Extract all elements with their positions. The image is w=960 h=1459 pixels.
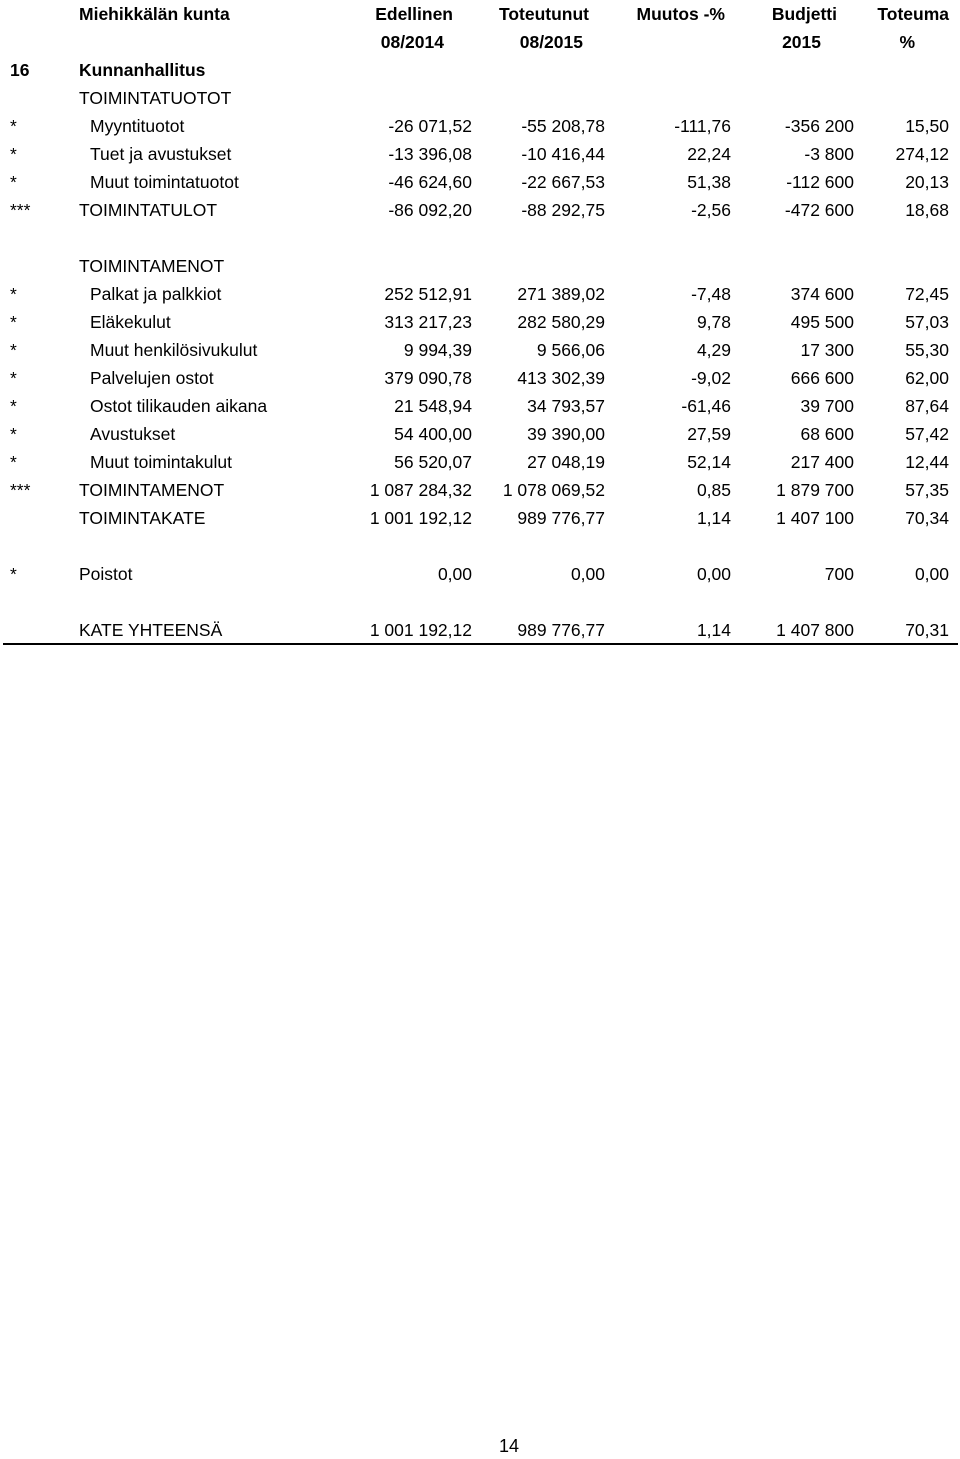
value-pct: 55,30	[905, 340, 949, 360]
header-row-2	[0, 28, 960, 56]
value-prev: 1 001 192,12	[369, 620, 472, 640]
value-prev: 313 217,23	[384, 312, 472, 332]
table-row	[0, 308, 960, 336]
value-change: 27,59	[687, 424, 731, 444]
value-budget: -472 600	[784, 200, 854, 220]
table-row	[0, 392, 960, 420]
table-row	[0, 168, 960, 196]
row-label: Palkat ja palkkiot	[90, 284, 222, 304]
value-change: 51,38	[687, 172, 731, 192]
value-change: 1,14	[696, 508, 731, 528]
value-real: -55 208,78	[521, 116, 605, 136]
value-budget: 1 407 100	[776, 508, 854, 528]
table-row	[0, 476, 960, 504]
value-change: 0,00	[696, 564, 731, 584]
row-mark: *	[10, 172, 17, 192]
value-change: -2,56	[691, 200, 731, 220]
value-prev: 252 512,91	[384, 284, 472, 304]
row-label: TOIMINTATUOTOT	[79, 88, 232, 108]
value-prev: 1 001 192,12	[369, 508, 472, 528]
value-real: -22 667,53	[521, 172, 605, 192]
row-label: TOIMINTATULOT	[79, 200, 218, 220]
value-real: 9 566,06	[536, 340, 605, 360]
table-row	[0, 364, 960, 392]
value-budget: 1 407 800	[776, 620, 854, 640]
value-prev: -26 071,52	[388, 116, 472, 136]
value-change: -61,46	[681, 396, 731, 416]
value-change: 1,14	[696, 620, 731, 640]
table-row	[0, 224, 960, 252]
col-subheader-budget: 2015	[782, 32, 821, 52]
value-pct: 62,00	[905, 368, 949, 388]
row-label: TOIMINTAMENOT	[79, 256, 225, 276]
table-row	[0, 504, 960, 532]
col-subheader-real: 08/2015	[519, 32, 583, 52]
row-label: Myyntituotot	[90, 116, 185, 136]
value-pct: 12,44	[905, 452, 949, 472]
value-prev: 21 548,94	[394, 396, 472, 416]
value-budget: -3 800	[804, 144, 854, 164]
row-mark: *	[10, 452, 17, 472]
value-change: -111,76	[674, 116, 731, 136]
row-label: Avustukset	[90, 424, 176, 444]
section-name: Kunnanhallitus	[79, 60, 206, 80]
col-header-pct: Toteuma	[877, 4, 949, 24]
value-budget: 700	[824, 564, 854, 584]
table-row	[0, 196, 960, 224]
value-change: -9,02	[691, 368, 731, 388]
value-real: 282 580,29	[517, 312, 605, 332]
table-row	[0, 448, 960, 476]
row-label: Muut toimintakulut	[90, 452, 233, 472]
value-change: 9,78	[696, 312, 731, 332]
header-row-1	[0, 0, 960, 28]
value-real: -10 416,44	[521, 144, 605, 164]
row-label: Eläkekulut	[90, 312, 171, 332]
value-real: 27 048,19	[527, 452, 605, 472]
value-pct: 70,31	[905, 620, 949, 640]
col-header-budget: Budjetti	[771, 4, 837, 24]
value-budget: -112 600	[786, 172, 854, 192]
table-row	[0, 588, 960, 616]
value-prev: 0,00	[437, 564, 472, 584]
table-row	[0, 280, 960, 308]
value-prev: 9 994,39	[403, 340, 472, 360]
table-row	[0, 84, 960, 112]
row-mark: *	[10, 424, 17, 444]
value-budget: 1 879 700	[776, 480, 854, 500]
value-budget: 495 500	[790, 312, 854, 332]
value-pct: 57,42	[905, 424, 949, 444]
value-prev: -86 092,20	[388, 200, 472, 220]
section-row	[0, 56, 960, 84]
value-change: -7,48	[691, 284, 731, 304]
value-prev: -46 624,60	[388, 172, 472, 192]
row-label: TOIMINTAKATE	[79, 508, 206, 528]
value-real: 271 389,02	[517, 284, 605, 304]
value-change: 52,14	[687, 452, 731, 472]
value-prev: 1 087 284,32	[369, 480, 472, 500]
value-real: 39 390,00	[527, 424, 605, 444]
col-header-prev: Edellinen	[375, 4, 453, 24]
org-name: Miehikkälän kunta	[79, 4, 230, 24]
value-pct: 20,13	[905, 172, 949, 192]
row-label: Palvelujen ostot	[90, 368, 214, 388]
value-change: 4,29	[696, 340, 731, 360]
value-budget: 374 600	[790, 284, 854, 304]
value-real: 34 793,57	[527, 396, 605, 416]
col-subheader-pct: %	[899, 32, 915, 52]
value-prev: 379 090,78	[384, 368, 472, 388]
page-number: 14	[498, 1436, 520, 1456]
row-mark: *	[10, 116, 17, 136]
value-pct: 57,35	[905, 480, 949, 500]
row-mark: *	[10, 396, 17, 416]
value-real: 413 302,39	[517, 368, 605, 388]
value-budget: 17 300	[800, 340, 854, 360]
row-label: TOIMINTAMENOT	[79, 480, 225, 500]
table-row	[0, 336, 960, 364]
row-mark: *	[10, 284, 17, 304]
row-mark: *	[10, 368, 17, 388]
row-mark: ***	[10, 480, 31, 500]
value-pct: 15,50	[905, 116, 949, 136]
value-pct: 72,45	[905, 284, 949, 304]
row-label: Poistot	[79, 564, 133, 584]
value-real: 989 776,77	[517, 620, 605, 640]
value-real: -88 292,75	[521, 200, 605, 220]
col-subheader-prev: 08/2014	[380, 32, 444, 52]
value-prev: 54 400,00	[394, 424, 472, 444]
value-pct: 70,34	[905, 508, 949, 528]
table-row	[0, 112, 960, 140]
value-pct: 0,00	[914, 564, 949, 584]
row-label: Ostot tilikauden aikana	[90, 396, 268, 416]
value-real: 0,00	[570, 564, 605, 584]
table-row	[0, 560, 960, 588]
value-pct: 274,12	[895, 144, 949, 164]
value-pct: 57,03	[905, 312, 949, 332]
value-real: 1 078 069,52	[502, 480, 605, 500]
value-pct: 87,64	[905, 396, 949, 416]
value-budget: -356 200	[784, 116, 854, 136]
row-mark: *	[10, 144, 17, 164]
row-mark: *	[10, 340, 17, 360]
value-prev: 56 520,07	[394, 452, 472, 472]
value-prev: -13 396,08	[388, 144, 472, 164]
table-row	[0, 532, 960, 560]
value-budget: 217 400	[790, 452, 854, 472]
row-label: KATE YHTEENSÄ	[79, 620, 223, 640]
value-change: 0,85	[696, 480, 731, 500]
value-real: 989 776,77	[517, 508, 605, 528]
row-mark: ***	[10, 200, 31, 220]
row-label: Muut toimintatuotot	[90, 172, 239, 192]
row-mark: *	[10, 312, 17, 332]
value-change: 22,24	[687, 144, 731, 164]
col-header-real: Toteutunut	[498, 4, 589, 24]
table-row	[0, 252, 960, 280]
value-budget: 666 600	[790, 368, 854, 388]
section-number: 16	[10, 60, 30, 80]
row-mark: *	[10, 564, 17, 584]
value-budget: 39 700	[800, 396, 854, 416]
table-row	[0, 140, 960, 168]
row-label: Muut henkilösivukulut	[90, 340, 258, 360]
col-header-change: Muutos -%	[636, 4, 725, 24]
table-row	[0, 616, 960, 644]
value-pct: 18,68	[905, 200, 949, 220]
row-label: Tuet ja avustukset	[90, 144, 232, 164]
table-row	[0, 420, 960, 448]
total-rule	[3, 643, 958, 645]
value-budget: 68 600	[800, 424, 854, 444]
